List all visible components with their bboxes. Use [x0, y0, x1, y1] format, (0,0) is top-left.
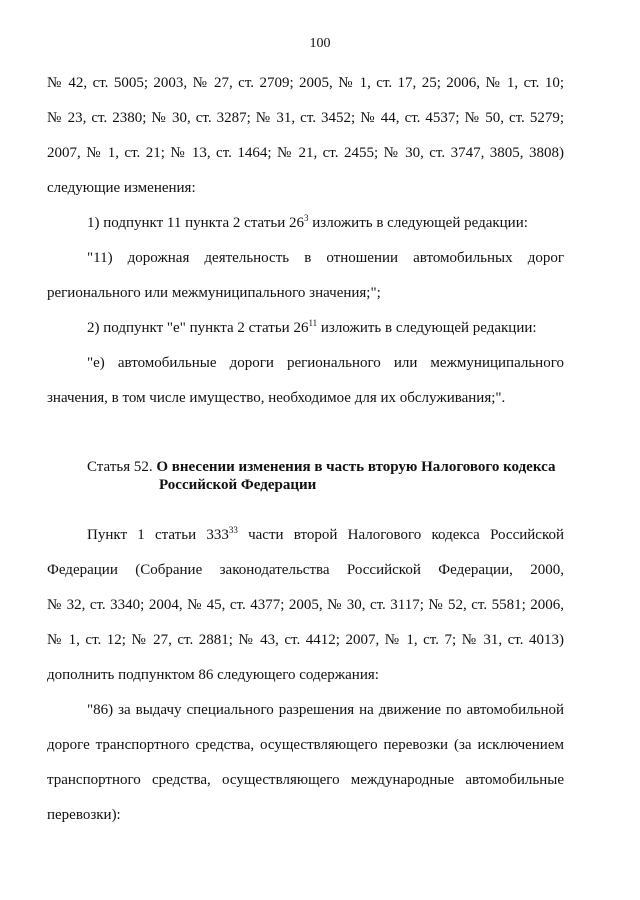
article-heading	[87, 458, 555, 476]
page-number: 100	[309, 36, 331, 51]
article-title: О внесении изменения в часть вторую Налогового кодекса	[156, 459, 556, 475]
list-item	[87, 318, 564, 338]
quote-line: "86) за выдачу специального разрешения на движение по автомобильной	[87, 702, 564, 718]
item-text: изложить в следующей редакции:	[317, 320, 537, 336]
superscript: 3	[304, 213, 309, 223]
quote-line: "е) автомобильные дороги регионального или межмуниципального	[87, 355, 564, 371]
list-item	[87, 213, 564, 233]
item-text: 2) подпункт "е" пункта 2 статьи 26	[87, 320, 309, 336]
text-line: следующие изменения:	[47, 180, 196, 196]
para-text: части второй Налогового кодекса Российской	[237, 527, 564, 543]
text-line: № 1, ст. 12; № 27, ст. 2881; № 43, ст. 4412; 2007, № 1, ст. 7; № 31, ст. 4013)	[47, 632, 564, 648]
article-label: Статья 52.	[87, 459, 153, 475]
superscript: 33	[228, 525, 238, 535]
quote-line: транспортного средства, осуществляющего международные автомобильные	[47, 772, 564, 788]
text-line: № 32, ст. 3340; 2004, № 45, ст. 4377; 2005, № 30, ст. 3117; № 52, ст. 5581; 2006,	[47, 597, 564, 613]
text-line	[87, 525, 564, 545]
text-line: Федерации (Собрание законодательства Российской Федерации, 2000,	[47, 562, 564, 578]
article-heading-cont	[159, 476, 316, 494]
quote-line: значения, в том числе имущество, необходимое для их обслуживания;".	[47, 390, 506, 406]
para-text: Пункт 1 статьи 333	[87, 527, 229, 543]
superscript: 11	[308, 318, 318, 328]
quote-line: "11) дорожная деятельность в отношении автомобильных дорог	[87, 250, 564, 266]
quote-line: регионального или межмуниципального значения;";	[47, 285, 381, 301]
text-line: № 23, ст. 2380; № 30, ст. 3287; № 31, ст. 3452; № 44, ст. 4537; № 50, ст. 5279;	[47, 110, 564, 126]
text-line: дополнить подпунктом 86 следующего содержания:	[47, 667, 379, 683]
item-text: 1) подпункт 11 пункта 2 статьи 26	[87, 215, 304, 231]
quote-line: дороге транспортного средства, осуществляющего перевозки (за исключением	[47, 737, 564, 753]
text-line: 2007, № 1, ст. 21; № 13, ст. 1464; № 21, ст. 2455; № 30, ст. 3747, 3805, 3808)	[47, 145, 564, 161]
article-title: Российской Федерации	[159, 477, 317, 493]
text-line: № 42, ст. 5005; 2003, № 27, ст. 2709; 2005, № 1, ст. 17, 25; 2006, № 1, ст. 10;	[47, 75, 564, 91]
item-text: изложить в следующей редакции:	[308, 215, 528, 231]
quote-line: перевозки):	[47, 807, 121, 823]
